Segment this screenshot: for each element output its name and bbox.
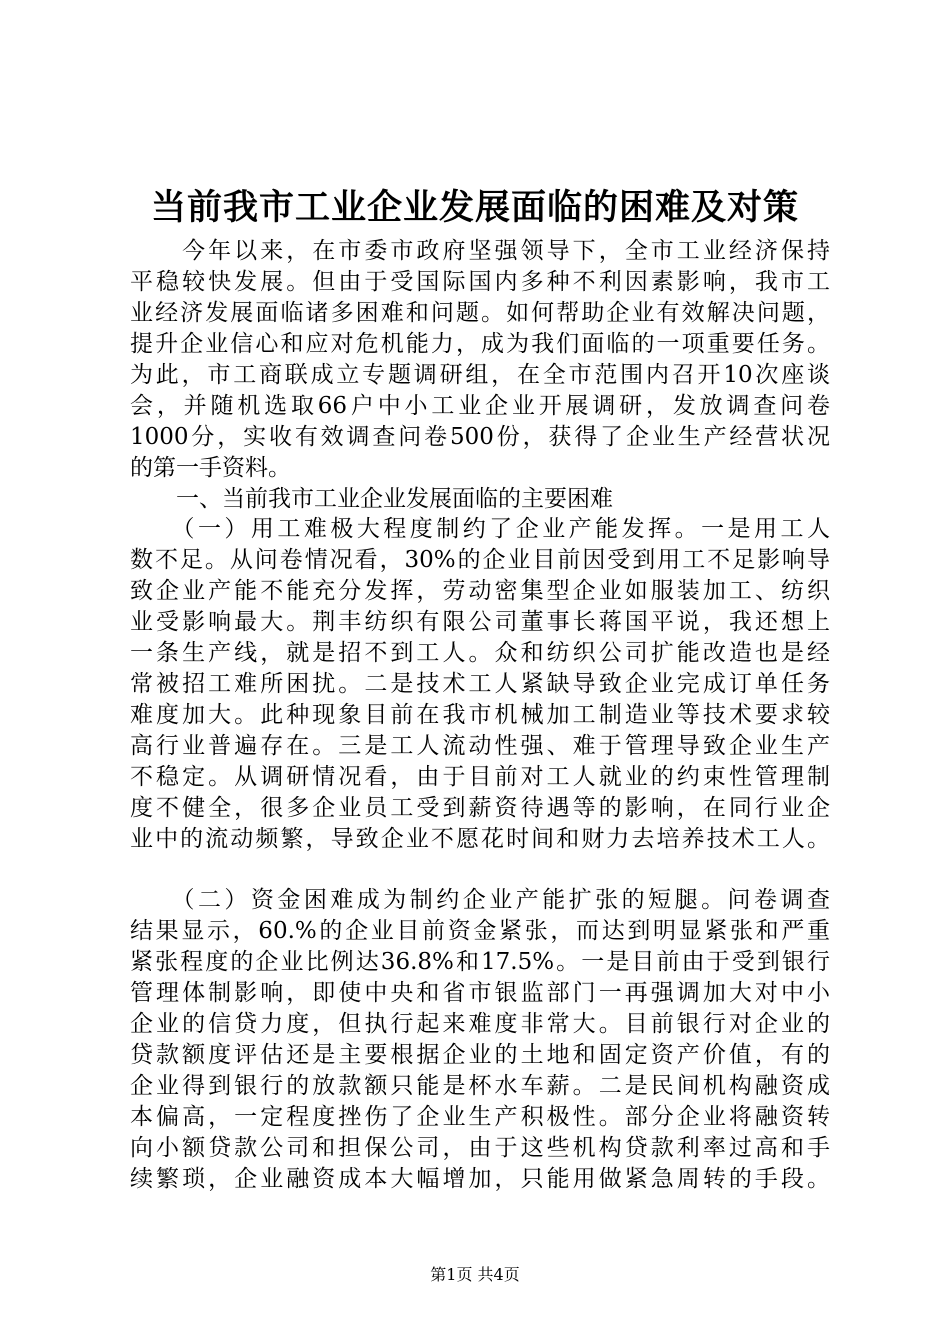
paragraph-3-line: 向小额贷款公司和担保公司，由于这些机构贷款利率过高和手: [130, 1135, 830, 1161]
paragraph-3-line: 管理体制影响，即使中央和省市银监部门一再强调加大对中小: [130, 980, 830, 1006]
paragraph-2-line: 高行业普遍存在。三是工人流动性强、难于管理导致企业生产: [130, 733, 830, 759]
paragraph-1-line: 提升企业信心和应对危机能力，成为我们面临的一项重要任务。: [130, 331, 830, 357]
paragraph-1-line: 今年以来，在市委市政府坚强领导下，全市工业经济保持: [130, 238, 830, 264]
paragraph-2-line: 业受影响最大。荆丰纺织有限公司董事长蒋国平说，我还想上: [130, 609, 830, 635]
paragraph-2-line: 难度加大。此种现象目前在我市机械加工制造业等技术要求较: [130, 702, 830, 728]
paragraph-3-line: （二）资金困难成为制约企业产能扩张的短腿。问卷调查: [130, 887, 830, 913]
page-number-footer: 第1页 共4页: [430, 1265, 520, 1284]
paragraph-1-line: 为此，市工商联成立专题调研组，在全市范围内召开10次座谈: [130, 362, 830, 388]
document-title: 当前我市工业企业发展面临的困难及对策: [150, 187, 799, 228]
paragraph-2-line: 业中的流动频繁，导致企业不愿花时间和财力去培养技术工人。: [130, 826, 830, 852]
paragraph-1-line: 业经济发展面临诸多困难和问题。如何帮助企业有效解决问题，: [130, 300, 830, 326]
paragraph-2-line: 常被招工难所困扰。二是技术工人紧缺导致企业完成订单任务: [130, 671, 830, 697]
paragraph-2-line: 致企业产能不能充分发挥，劳动密集型企业如服装加工、纺织: [130, 578, 830, 604]
paragraph-2-line: 度不健全，很多企业员工受到薪资待遇等的影响，在同行业企: [130, 795, 830, 821]
paragraph-3-line: 续繁琐，企业融资成本大幅增加，只能用做紧急周转的手段。: [130, 1166, 830, 1192]
paragraph-3-line: 企业的信贷力度，但执行起来难度非常大。目前银行对企业的: [130, 1011, 830, 1037]
paragraph-3-line: 企业得到银行的放款额只能是杯水车薪。二是民间机构融资成: [130, 1073, 830, 1099]
paragraph-3-line: 贷款额度评估还是主要根据企业的土地和固定资产价值，有的: [130, 1042, 830, 1068]
paragraph-2-line: 数不足。从问卷情况看，30%的企业目前因受到用工不足影响导: [130, 547, 830, 573]
section-heading: 一、当前我市工业企业发展面临的主要困难: [130, 486, 613, 512]
paragraph-2-line: 不稳定。从调研情况看，由于目前对工人就业的约束性管理制: [130, 764, 830, 790]
paragraph-1-line: 的第一手资料。: [130, 455, 291, 481]
paragraph-3-line: 结果显示，60.%的企业目前资金紧张，而达到明显紧张和严重: [130, 918, 830, 944]
paragraph-1-line: 平稳较快发展。但由于受国际国内多种不利因素影响，我市工: [130, 269, 830, 295]
paragraph-1-line: 1000分，实收有效调查问卷500份，获得了企业生产经营状况: [130, 424, 830, 450]
paragraph-2-line: （一）用工难极大程度制约了企业产能发挥。一是用工人: [130, 516, 830, 542]
paragraph-3-line: 紧张程度的企业比例达36.8%和17.5%。一是目前由于受到银行: [130, 949, 830, 975]
paragraph-3-line: 本偏高，一定程度挫伤了企业生产积极性。部分企业将融资转: [130, 1104, 830, 1130]
paragraph-2-line: 一条生产线，就是招不到工人。众和纺织公司扩能改造也是经: [130, 640, 830, 666]
paragraph-1-line: 会，并随机选取66户中小工业企业开展调研，发放调查问卷: [130, 393, 830, 419]
